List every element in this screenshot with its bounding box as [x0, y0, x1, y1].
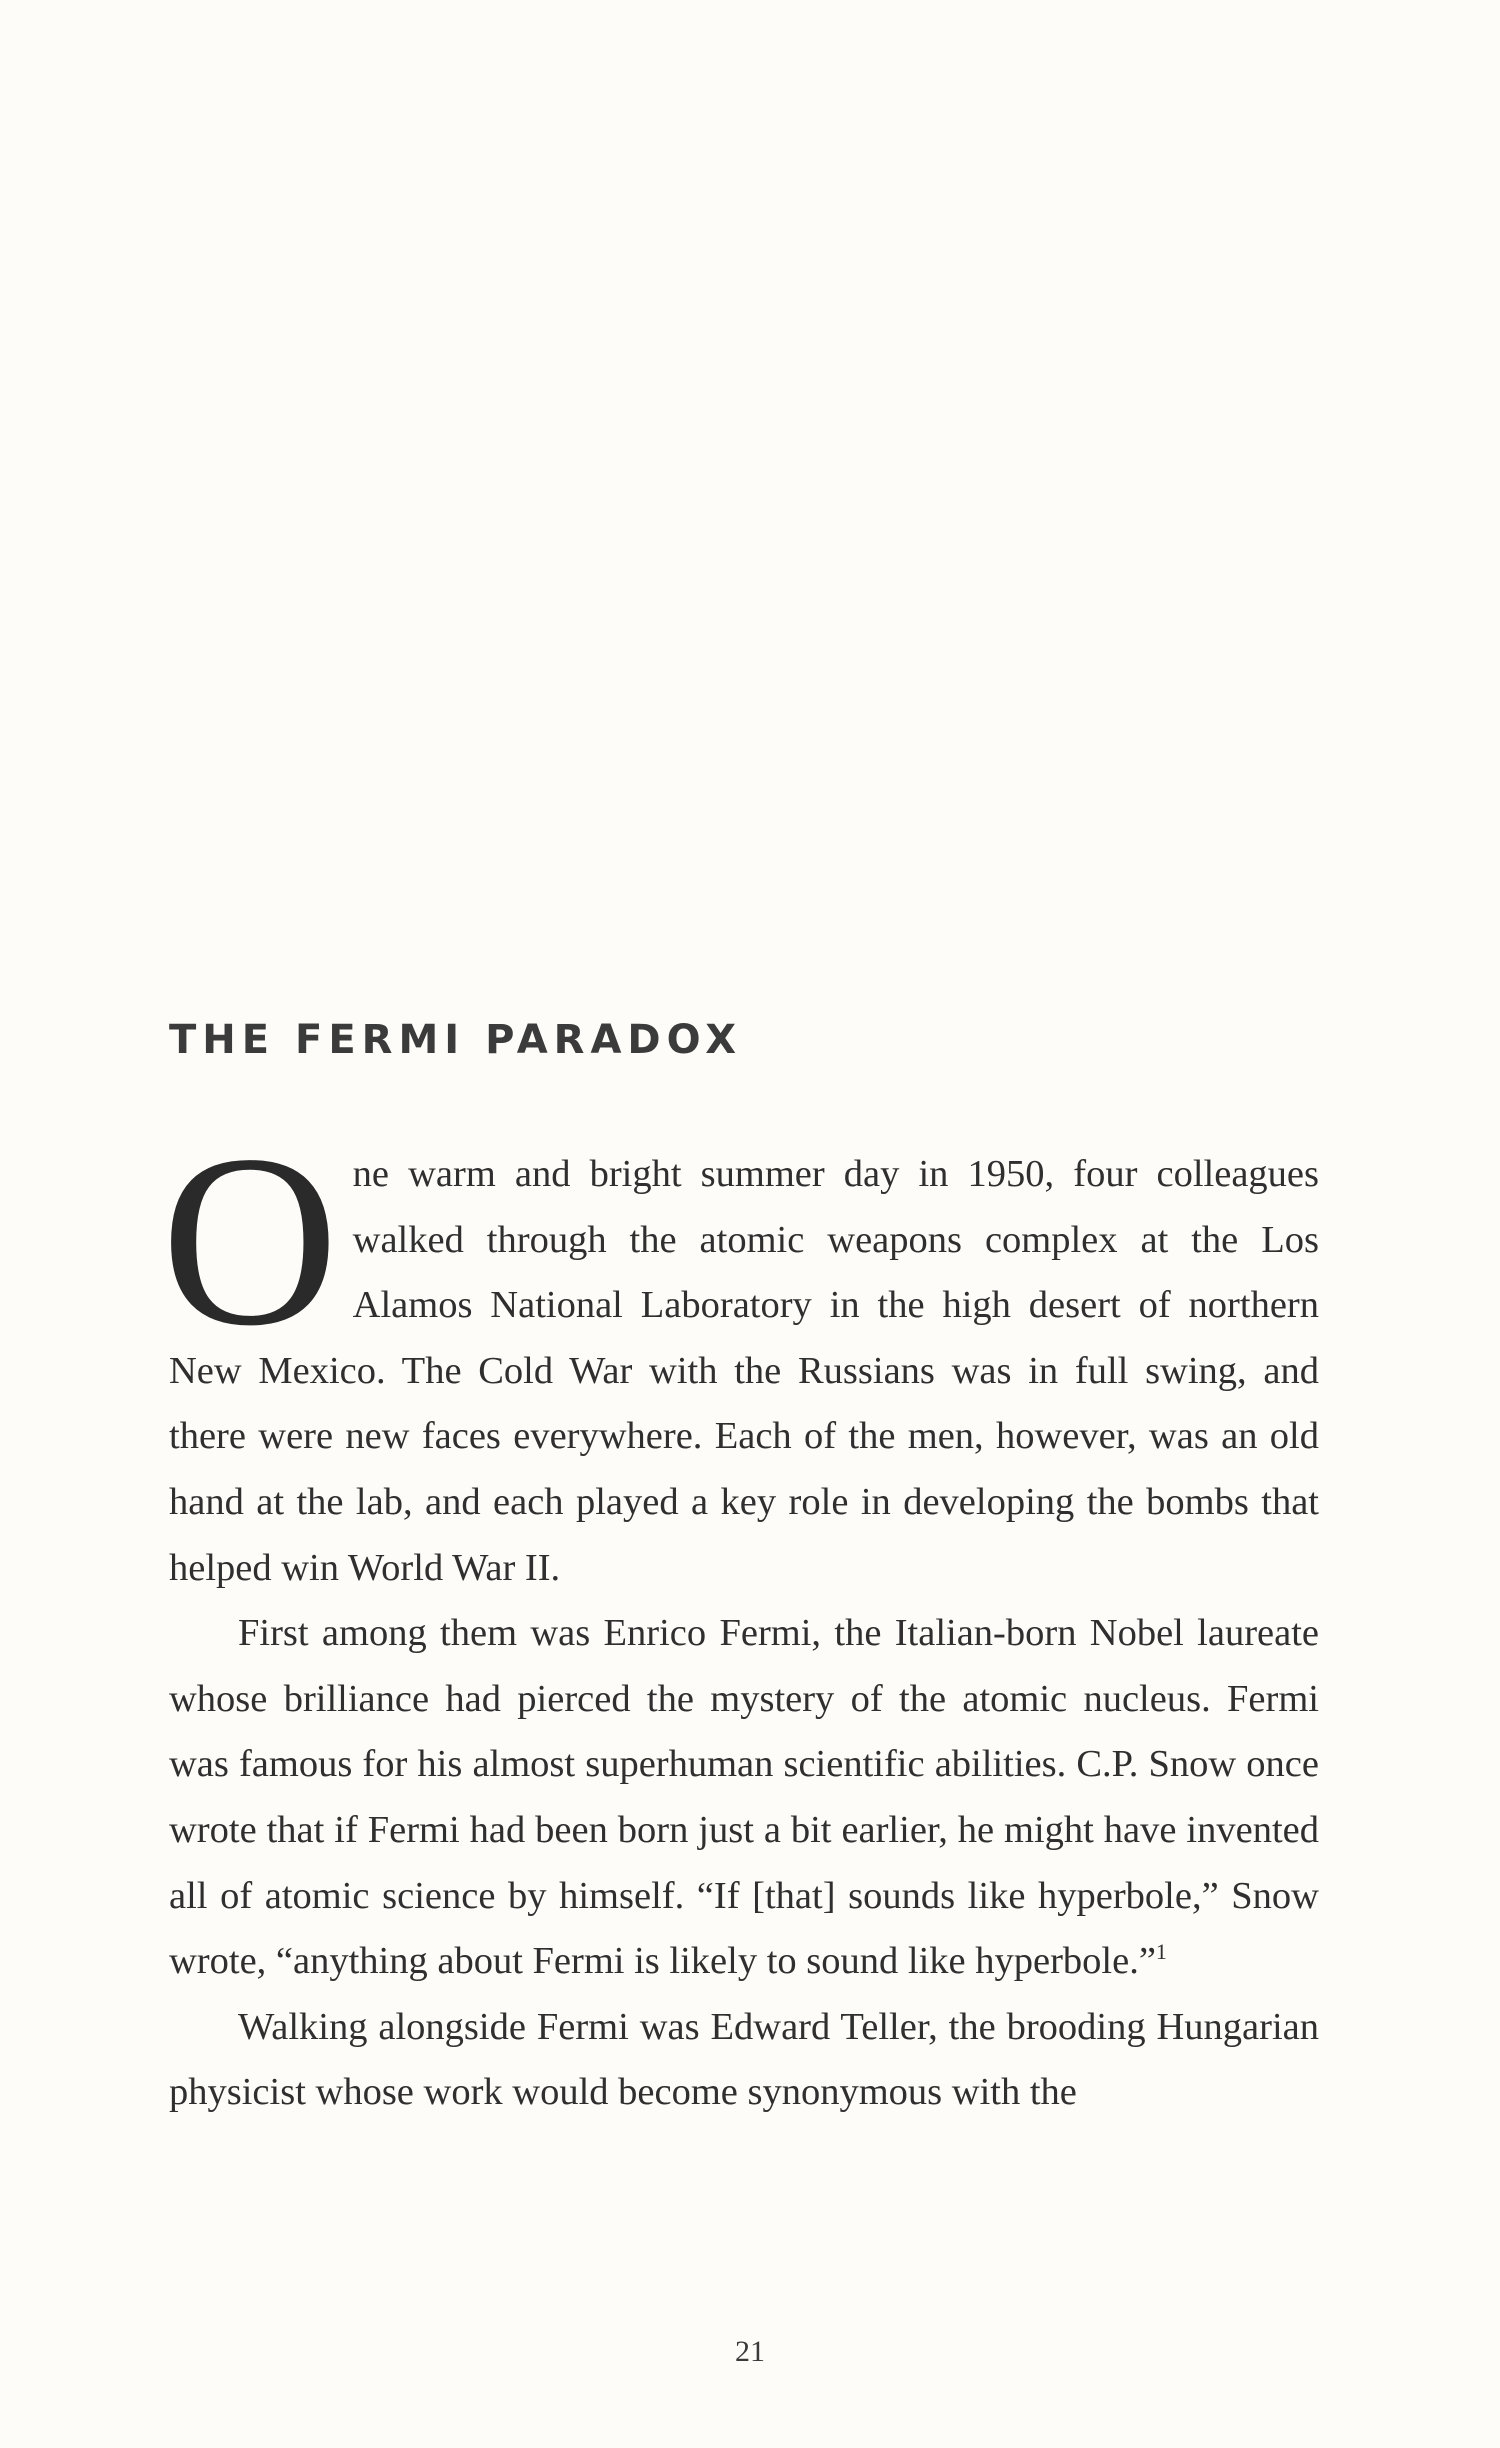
paragraph-3-text: Walking alongside Fermi was Edward Teller, the brooding Hungarian physicist whose work would become synonymous with the — [169, 2005, 1319, 2114]
paragraph-2 — [169, 1601, 1319, 1995]
footnote-reference[interactable]: 1 — [1155, 1939, 1167, 1965]
body-text — [161, 1105, 1319, 2126]
paragraph-1-text: ne warm and bright summer day in 1950, four colleagues walked through the atomic weapons complex at the Los Alamos National Laboratory in the high desert of northern New Mexico. The Cold War with the Russians was in full swing, and there were new faces everywhere. Each of the men, however, was an old hand at the lab, and each played a key role in developing the bombs that helped win World War II. — [169, 1153, 1319, 1589]
paragraph-3 — [169, 1995, 1319, 2126]
paragraph-1 — [161, 1105, 1319, 1601]
chapter-title: THE FERMI PARADOX — [169, 1017, 743, 1063]
paragraph-2-text: First among them was Enrico Fermi, the Italian-born Nobel laureate whose brilliance had pierced the mystery of the atomic nucleus. Fermi was famous for his almost superhuman scientific abilities. C.P. Snow once wrote that if Fermi had been born just a bit earlier, he might have invented all of atomic science by himself. “If [that] sounds like hyperbole,” Snow wrote, “anything about Fermi is likely to sound like hyperbole.” — [169, 1612, 1319, 1983]
page-number: 21 — [735, 2335, 765, 2368]
drop-cap: O — [161, 1105, 339, 1377]
